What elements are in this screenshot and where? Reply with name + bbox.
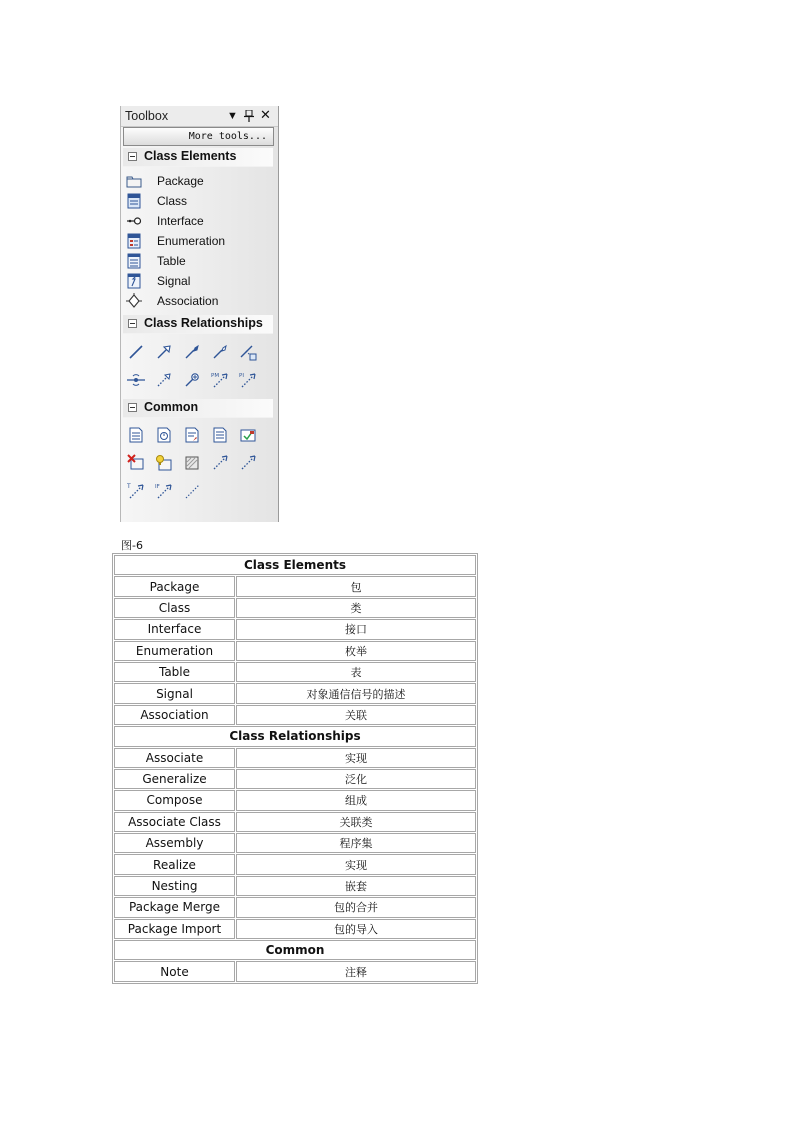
english-term: Package — [114, 576, 235, 596]
hatch-icon[interactable] — [183, 454, 201, 472]
chinese-term: 对象通信信号的描述 — [236, 683, 476, 703]
group-label: Class Relationships — [144, 316, 263, 330]
table-row — [114, 662, 476, 682]
section-title: Class Relationships — [114, 726, 476, 746]
english-term: Associate — [114, 748, 235, 768]
english-term: Generalize — [114, 769, 235, 789]
english-term: Package Import — [114, 919, 235, 939]
english-term: Realize — [114, 854, 235, 874]
item-label: Package — [157, 174, 204, 188]
aggregate-arrow-icon[interactable] — [211, 343, 229, 361]
signal-icon — [126, 273, 142, 289]
collapse-icon[interactable] — [128, 403, 137, 412]
section-header-row — [114, 940, 476, 960]
chinese-term: 类 — [236, 598, 476, 618]
boundary-delete-icon[interactable] — [127, 454, 145, 472]
trace-if-icon[interactable] — [155, 482, 173, 500]
table-row — [114, 641, 476, 661]
english-term: Assembly — [114, 833, 235, 853]
compose-arrow-icon[interactable] — [183, 343, 201, 361]
chinese-term: 接口 — [236, 619, 476, 639]
package-import-icon[interactable] — [239, 371, 257, 389]
assembly-icon[interactable] — [127, 371, 145, 389]
trace-t-icon[interactable] — [127, 482, 145, 500]
association-icon — [126, 293, 142, 309]
dropdown-arrow-icon[interactable]: ▼ — [227, 110, 238, 122]
item-label: Enumeration — [157, 234, 226, 248]
section-title: Common — [114, 940, 476, 960]
english-term: Package Merge — [114, 897, 235, 917]
section-header-row — [114, 555, 476, 575]
english-term: Nesting — [114, 876, 235, 896]
table-row — [114, 961, 476, 981]
chinese-term: 包 — [236, 576, 476, 596]
text-icon[interactable] — [211, 426, 229, 444]
table-row — [114, 876, 476, 896]
trace-icon[interactable] — [239, 454, 257, 472]
class-icon — [126, 193, 142, 209]
table-row — [114, 790, 476, 810]
item-label: Table — [157, 254, 186, 268]
english-term: Interface — [114, 619, 235, 639]
english-term: Association — [114, 705, 235, 725]
chinese-term: 关联 — [236, 705, 476, 725]
item-label: Interface — [157, 214, 204, 228]
note-icon[interactable] — [127, 426, 145, 444]
collapse-icon[interactable] — [128, 319, 137, 328]
notelink-icon[interactable] — [183, 482, 201, 500]
pin-icon[interactable] — [244, 108, 254, 127]
table-row — [114, 833, 476, 853]
realize-dotted-arrow-icon[interactable] — [155, 371, 173, 389]
section-title: Class Elements — [114, 555, 476, 575]
more-tools-button[interactable]: More tools... — [123, 127, 274, 146]
chinese-term: 关联类 — [236, 812, 476, 832]
associate-class-icon[interactable] — [239, 343, 257, 361]
collapse-icon[interactable] — [128, 152, 137, 161]
toolbox-panel — [120, 106, 279, 522]
item-label: Association — [157, 294, 219, 308]
chinese-term: 包的导入 — [236, 919, 476, 939]
chinese-term: 组成 — [236, 790, 476, 810]
section-header-row — [114, 726, 476, 746]
chinese-term: 注释 — [236, 961, 476, 981]
dependency-icon[interactable] — [211, 454, 229, 472]
chinese-term: 泛化 — [236, 769, 476, 789]
chinese-term: 实现 — [236, 748, 476, 768]
table-row — [114, 619, 476, 639]
english-term: Class — [114, 598, 235, 618]
chinese-term: 表 — [236, 662, 476, 682]
interface-icon — [126, 213, 142, 229]
group-header-common[interactable] — [123, 399, 273, 418]
group-label: Class Elements — [144, 149, 237, 163]
toolbox-item-signal[interactable] — [125, 272, 273, 290]
chinese-term: 实现 — [236, 854, 476, 874]
close-icon[interactable]: ✕ — [260, 107, 271, 122]
table-row — [114, 576, 476, 596]
table-row — [114, 919, 476, 939]
generalize-arrow-icon[interactable] — [155, 343, 173, 361]
table-row — [114, 769, 476, 789]
table-row — [114, 748, 476, 768]
toolbox-title: Toolbox — [125, 109, 169, 123]
table-row — [114, 598, 476, 618]
table-icon — [126, 253, 142, 269]
group-header-class-relationships[interactable] — [123, 315, 273, 334]
light-icon[interactable] — [155, 454, 173, 472]
table-row — [114, 897, 476, 917]
table-row — [114, 705, 476, 725]
toolbox-item-enumeration[interactable] — [125, 232, 273, 250]
english-term: Note — [114, 961, 235, 981]
english-term: Associate Class — [114, 812, 235, 832]
toolbox-item-class[interactable] — [125, 192, 273, 210]
chinese-term: 嵌套 — [236, 876, 476, 896]
nesting-icon[interactable] — [183, 371, 201, 389]
toolbox-title-bar — [121, 106, 278, 127]
toolbox-item-package[interactable] — [125, 172, 273, 190]
english-term: Signal — [114, 683, 235, 703]
figure-caption: 图-6 — [121, 539, 143, 552]
chinese-term: 包的合并 — [236, 897, 476, 917]
hyperlink-icon[interactable] — [239, 426, 257, 444]
document-icon[interactable] — [183, 426, 201, 444]
svg-text:IF: IF — [155, 484, 160, 490]
group-header-class-elements[interactable] — [123, 148, 273, 167]
item-label: Signal — [157, 274, 191, 288]
toolbox-item-table[interactable] — [125, 252, 273, 270]
translation-table — [112, 553, 478, 984]
english-term: Compose — [114, 790, 235, 810]
associate-line-icon[interactable] — [127, 343, 145, 361]
package-icon — [126, 173, 142, 189]
table-row — [114, 683, 476, 703]
enumeration-icon — [126, 233, 142, 249]
table-row — [114, 854, 476, 874]
group-label: Common — [144, 400, 199, 414]
toolbox-item-interface[interactable] — [125, 212, 273, 230]
constraint-icon[interactable] — [155, 426, 173, 444]
item-label: Class — [157, 194, 188, 208]
svg-text:PI: PI — [239, 373, 244, 379]
chinese-term: 程序集 — [236, 833, 476, 853]
english-term: Enumeration — [114, 641, 235, 661]
table-row — [114, 812, 476, 832]
svg-text:PM: PM — [211, 373, 220, 379]
chinese-term: 枚举 — [236, 641, 476, 661]
toolbox-item-association[interactable] — [125, 292, 273, 310]
package-merge-icon[interactable] — [211, 371, 229, 389]
english-term: Table — [114, 662, 235, 682]
svg-text:T: T — [127, 483, 131, 490]
